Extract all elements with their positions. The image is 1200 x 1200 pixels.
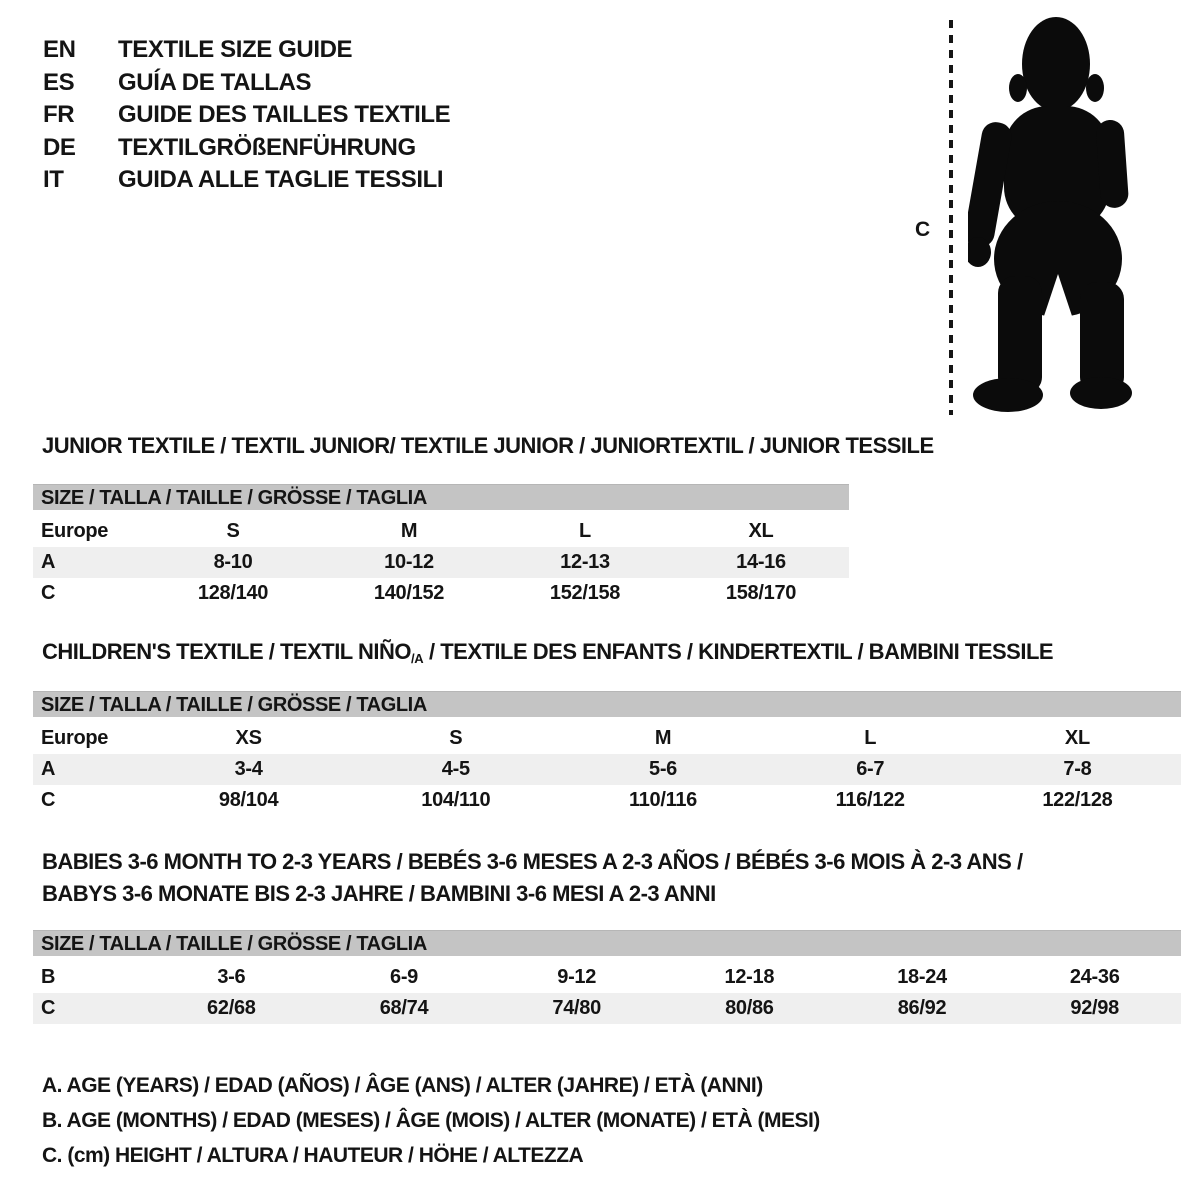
legend-line-b: B. AGE (MONTHS) / EDAD (MESES) / ÂGE (MOIS) / ALTER (MONATE) / ETÀ (MESI): [42, 1109, 820, 1132]
children-title-sub: /A: [410, 651, 424, 666]
table-row-europe: [33, 516, 849, 547]
size-cell: L: [864, 727, 877, 749]
size-cell: M: [654, 727, 672, 749]
size-cell: XS: [235, 727, 262, 749]
lang-label: TEXTILE SIZE GUIDE: [118, 36, 353, 64]
lang-row-it: [43, 164, 450, 197]
legend-line-c: C. (cm) HEIGHT / ALTURA / HAUTEUR / HÖHE / ALTEZZA: [42, 1144, 584, 1167]
children-section-title: [42, 639, 1053, 672]
size-cell: M: [400, 520, 418, 542]
size-cell: 116/122: [835, 789, 905, 811]
babies-title-line2: BABYS 3-6 MONATE BIS 2-3 JAHRE / BAMBINI 3-6 MESI A 2-3 ANNI: [42, 881, 716, 906]
lang-code: DE: [43, 133, 76, 161]
size-cell: 6-9: [390, 966, 419, 988]
size-cell: 5-6: [649, 758, 678, 780]
row-label: C: [41, 582, 56, 604]
lang-row-de: [43, 132, 450, 165]
size-cell: 10-12: [384, 551, 434, 573]
row-label: C: [41, 997, 56, 1019]
size-cell: XL: [1064, 727, 1090, 749]
size-cell: 122/128: [1042, 789, 1113, 811]
row-label: A: [41, 758, 56, 780]
size-cell: 140/152: [373, 582, 445, 604]
junior-size-table: [33, 484, 849, 609]
size-cell: S: [226, 520, 240, 542]
toddler-silhouette: [968, 16, 1136, 418]
measurement-legend: [42, 1068, 820, 1173]
size-cell: 74/80: [552, 997, 601, 1019]
lang-code: IT: [43, 166, 64, 194]
table-row-height: [33, 578, 849, 609]
size-cell: 98/104: [218, 789, 279, 811]
children-title-suffix: / TEXTILE DES ENFANTS / KINDERTEXTIL / BAMBINI TESSILE: [423, 639, 1054, 664]
table-row-height: [33, 993, 1181, 1024]
size-cell: 152/158: [549, 582, 621, 604]
size-cell: 62/68: [207, 997, 256, 1019]
row-label: Europe: [41, 727, 109, 749]
height-measure-line: [949, 20, 953, 415]
size-cell: L: [579, 520, 591, 542]
size-cell: 104/110: [421, 789, 491, 811]
babies-title-line1: BABIES 3-6 MONTH TO 2-3 YEARS / BEBÉS 3-6 MESES A 2-3 AÑOS / BÉBÉS 3-6 MOIS À 2-3 ANS /: [42, 849, 1023, 874]
legend-line-a: A. AGE (YEARS) / EDAD (AÑOS) / ÂGE (ANS) / ALTER (JAHRE) / ETÀ (ANNI): [42, 1074, 763, 1097]
size-cell: 128/140: [197, 582, 269, 604]
row-label: Europe: [41, 520, 109, 542]
size-cell: 9-12: [557, 966, 597, 988]
size-cell: XL: [748, 520, 774, 542]
row-label: B: [41, 966, 56, 988]
table-row-age: [33, 547, 849, 578]
table-row-height: [33, 785, 1181, 816]
size-cell: 6-7: [856, 758, 885, 780]
table-row-age: [33, 754, 1181, 785]
lang-label: GUIDA ALLE TAGLIE TESSILI: [118, 166, 444, 194]
lang-row-es: [43, 67, 450, 100]
size-cell: 18-24: [897, 966, 947, 988]
lang-code: ES: [43, 68, 75, 96]
lang-code: FR: [43, 101, 75, 129]
children-title-prefix: CHILDREN'S TEXTILE / TEXTIL NIÑO: [42, 639, 411, 664]
height-measure-label: C: [915, 218, 931, 241]
size-cell: 4-5: [441, 758, 470, 780]
lang-label: GUIDE DES TAILLES TEXTILE: [118, 101, 451, 129]
size-cell: S: [449, 727, 463, 749]
size-cell: 68/74: [379, 997, 429, 1019]
table-row-months: [33, 962, 1181, 993]
lang-row-en: [43, 34, 450, 67]
size-cell: 12-18: [724, 966, 775, 988]
size-cell: 24-36: [1069, 966, 1120, 988]
size-cell: 14-16: [736, 551, 786, 573]
lang-row-fr: [43, 99, 450, 132]
babies-section-title: [42, 846, 1023, 910]
size-cell: 92/98: [1070, 997, 1119, 1019]
size-cell: 110/116: [629, 789, 697, 811]
row-label: A: [41, 551, 56, 573]
size-cell: 7-8: [1063, 758, 1092, 780]
children-size-table: [33, 691, 1181, 816]
babies-size-table: [33, 930, 1181, 1024]
row-label: C: [41, 789, 56, 811]
junior-section-title: JUNIOR TEXTILE / TEXTIL JUNIOR/ TEXTILE JUNIOR / JUNIORTEXTIL / JUNIOR TESSILE: [42, 433, 934, 458]
language-title-list: [43, 34, 450, 197]
size-cell: 3-4: [234, 758, 263, 780]
size-header-bar: SIZE / TALLA / TAILLE / GRÖSSE / TAGLIA: [33, 691, 1181, 717]
size-cell: 8-10: [213, 551, 253, 573]
size-cell: 3-6: [217, 966, 246, 988]
lang-label: GUÍA DE TALLAS: [118, 68, 312, 96]
lang-code: EN: [43, 36, 76, 64]
size-cell: 158/170: [725, 582, 797, 604]
size-header-bar: SIZE / TALLA / TAILLE / GRÖSSE / TAGLIA: [33, 484, 849, 510]
lang-label: TEXTILGRÖßENFÜHRUNG: [118, 133, 416, 161]
size-cell: 12-13: [560, 551, 610, 573]
size-cell: 86/92: [897, 997, 947, 1019]
size-cell: 80/86: [725, 997, 774, 1019]
size-header-bar: SIZE / TALLA / TAILLE / GRÖSSE / TAGLIA: [33, 930, 1181, 956]
table-row-europe: [33, 723, 1181, 754]
